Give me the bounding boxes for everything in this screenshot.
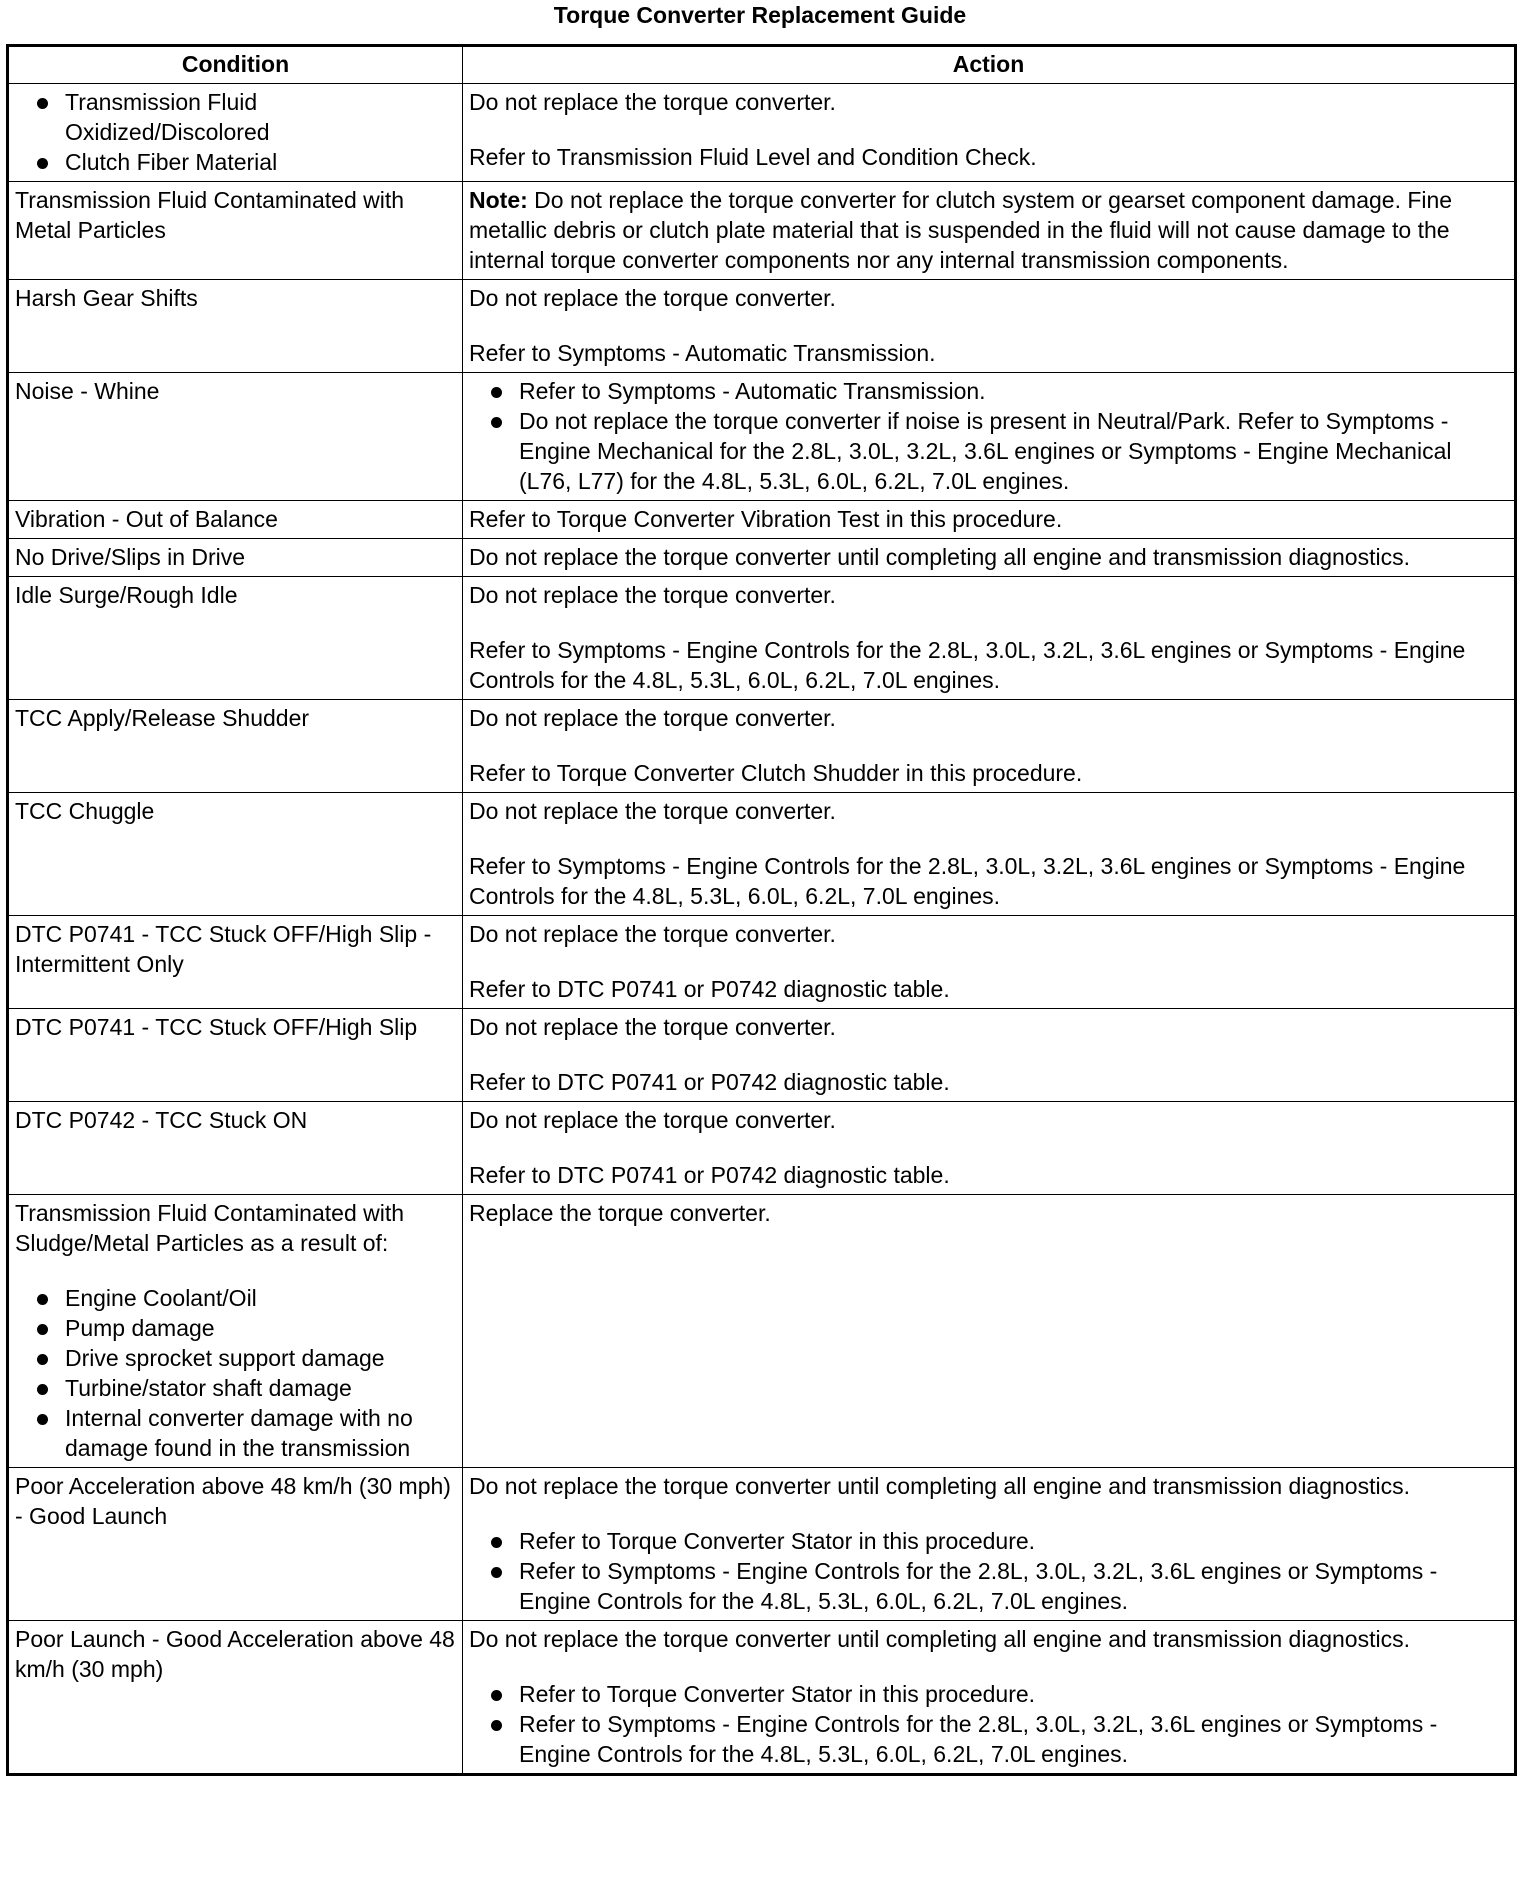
action-text: Refer to DTC P0741 or P0742 diagnostic table. xyxy=(469,976,950,1002)
action-bullet-item: Refer to Symptoms - Engine Controls for the 2.8L, 3.0L, 3.2L, 3.6L engines or Symptoms - Engine Controls for the 4.8L, 5.3L, 6.0L, 6.2L, 7.0L engines. xyxy=(469,1556,1508,1616)
action-text: Refer to Symptoms - Automatic Transmission. xyxy=(469,340,936,366)
action-text: Do not replace the torque converter. xyxy=(469,798,836,824)
condition-cell xyxy=(8,84,463,182)
action-text: Refer to Torque Converter Clutch Shudder in this procedure. xyxy=(469,760,1083,786)
note-label: Note: xyxy=(469,187,528,213)
action-text: Refer to Symptoms - Engine Controls for the 2.8L, 3.0L, 3.2L, 3.6L engines or Symptoms - Engine Controls for the 4.8L, 5.3L, 6.0L, 6.2L, 7.0L engines. xyxy=(469,637,1466,693)
condition-bullet-list xyxy=(15,87,456,177)
action-text: Refer to Symptoms - Engine Controls for the 2.8L, 3.0L, 3.2L, 3.6L engines or Symptoms - Engine Controls for the 4.8L, 5.3L, 6.0L, 6.2L, 7.0L engines. xyxy=(469,853,1466,909)
page-title: Torque Converter Replacement Guide xyxy=(553,2,967,28)
action-text: Do not replace the torque converter. xyxy=(469,89,836,115)
action-cell: Replace the torque converter. xyxy=(463,1195,1516,1468)
condition-cell: Poor Launch - Good Acceleration above 48 km/h (30 mph) xyxy=(8,1621,463,1775)
condition-cell: DTC P0741 - TCC Stuck OFF/High Slip - Intermittent Only xyxy=(8,916,463,1009)
action-bullet-item: Refer to Symptoms - Engine Controls for the 2.8L, 3.0L, 3.2L, 3.6L engines or Symptoms - Engine Controls for the 4.8L, 5.3L, 6.0L, 6.2L, 7.0L engines. xyxy=(469,1709,1508,1769)
condition-cell: DTC P0741 - TCC Stuck OFF/High Slip xyxy=(8,1009,463,1102)
action-text: Do not replace the torque converter. xyxy=(469,705,836,731)
action-text: Do not replace the torque converter. xyxy=(469,582,836,608)
condition-cell: Vibration - Out of Balance xyxy=(8,501,463,539)
action-text: Do not replace the torque converter. xyxy=(469,921,836,947)
action-bullet-list xyxy=(469,1679,1508,1769)
action-cell xyxy=(463,700,1516,793)
condition-cell: TCC Chuggle xyxy=(8,793,463,916)
condition-cell: DTC P0742 - TCC Stuck ON xyxy=(8,1102,463,1195)
action-cell xyxy=(463,577,1516,700)
table-row xyxy=(8,916,1516,1009)
action-cell xyxy=(463,1102,1516,1195)
condition-cell xyxy=(8,1195,463,1468)
action-cell xyxy=(463,916,1516,1009)
action-text: Refer to DTC P0741 or P0742 diagnostic table. xyxy=(469,1162,950,1188)
action-bullet-list xyxy=(469,1526,1508,1616)
action-cell xyxy=(463,1468,1516,1621)
table-row xyxy=(8,84,1516,182)
action-bullet-item: Refer to Torque Converter Stator in this procedure. xyxy=(469,1679,1508,1709)
condition-cell: Poor Acceleration above 48 km/h (30 mph) - Good Launch xyxy=(8,1468,463,1621)
table-row xyxy=(8,501,1516,539)
table-row xyxy=(8,1195,1516,1468)
table-row xyxy=(8,793,1516,916)
action-bullet-item: Refer to Symptoms - Automatic Transmission. xyxy=(469,376,1508,406)
condition-bullet-item: Internal converter damage with no damage found in the transmission xyxy=(15,1403,456,1463)
condition-bullet-item: Drive sprocket support damage xyxy=(15,1343,456,1373)
condition-cell: Harsh Gear Shifts xyxy=(8,280,463,373)
action-cell xyxy=(463,1621,1516,1775)
note-text: Do not replace the torque converter for clutch system or gearset component damage. Fine metallic debris or clutch plate material that is suspended in the fluid will not cause damage to the internal torque converter components nor any internal transmission components. xyxy=(469,187,1453,273)
condition-bullet-item: Transmission Fluid Oxidized/Discolored xyxy=(15,87,456,147)
replacement-guide-table xyxy=(6,44,1517,1776)
condition-cell: Idle Surge/Rough Idle xyxy=(8,577,463,700)
action-text: Do not replace the torque converter. xyxy=(469,1107,836,1133)
action-text: Refer to DTC P0741 or P0742 diagnostic table. xyxy=(469,1069,950,1095)
table-row xyxy=(8,182,1516,280)
action-bullet-item: Do not replace the torque converter if noise is present in Neutral/Park. Refer to Symptoms - Engine Mechanical for the 2.8L, 3.0L, 3.2L, 3.6L engines or Symptoms - Engine Mechanical (L76, L77) for the 4.8L, 5.3L, 6.0L, 6.2L, 7.0L engines. xyxy=(469,406,1508,496)
table-row xyxy=(8,1102,1516,1195)
action-cell xyxy=(463,373,1516,501)
table-row xyxy=(8,1468,1516,1621)
condition-bullet-item: Clutch Fiber Material xyxy=(15,147,456,177)
action-cell: Do not replace the torque converter until completing all engine and transmission diagnostics. xyxy=(463,539,1516,577)
table-row xyxy=(8,1009,1516,1102)
action-cell xyxy=(463,84,1516,182)
action-cell: Refer to Torque Converter Vibration Test in this procedure. xyxy=(463,501,1516,539)
action-bullet-item: Refer to Torque Converter Stator in this procedure. xyxy=(469,1526,1508,1556)
condition-cell: TCC Apply/Release Shudder xyxy=(8,700,463,793)
condition-cell: Transmission Fluid Contaminated with Metal Particles xyxy=(8,182,463,280)
condition-cell: Noise - Whine xyxy=(8,373,463,501)
action-text: Refer to Transmission Fluid Level and Condition Check. xyxy=(469,144,1037,170)
table-row xyxy=(8,373,1516,501)
table-header-row xyxy=(8,46,1516,84)
action-text: Do not replace the torque converter until completing all engine and transmission diagnostics. xyxy=(469,1626,1410,1652)
table-row xyxy=(8,280,1516,373)
action-text: Do not replace the torque converter. xyxy=(469,1014,836,1040)
table-row xyxy=(8,539,1516,577)
action-cell xyxy=(463,182,1516,280)
action-bullet-list xyxy=(469,376,1508,496)
action-column-header: Action xyxy=(463,46,1516,84)
action-cell xyxy=(463,793,1516,916)
condition-bullet-item: Turbine/stator shaft damage xyxy=(15,1373,456,1403)
action-cell xyxy=(463,280,1516,373)
table-row xyxy=(8,577,1516,700)
table-row xyxy=(8,700,1516,793)
condition-bullet-item: Engine Coolant/Oil xyxy=(15,1283,456,1313)
condition-bullet-item: Pump damage xyxy=(15,1313,456,1343)
condition-column-header: Condition xyxy=(8,46,463,84)
action-text: Do not replace the torque converter until completing all engine and transmission diagnostics. xyxy=(469,1473,1410,1499)
condition-cell: No Drive/Slips in Drive xyxy=(8,539,463,577)
condition-text: Transmission Fluid Contaminated with Sludge/Metal Particles as a result of: xyxy=(15,1200,405,1256)
table-row xyxy=(8,1621,1516,1775)
action-cell xyxy=(463,1009,1516,1102)
action-text: Do not replace the torque converter. xyxy=(469,285,836,311)
condition-bullet-list xyxy=(15,1283,456,1463)
